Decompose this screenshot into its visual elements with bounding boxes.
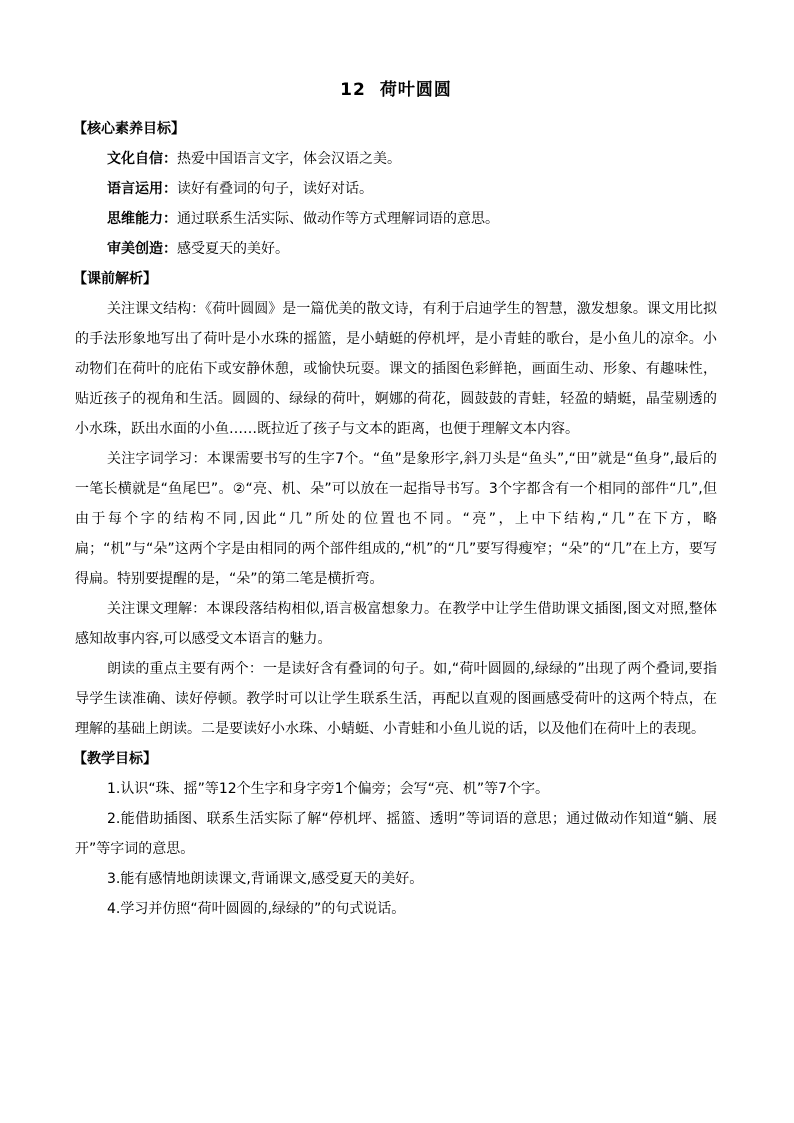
analysis-paragraph: 朗读的重点主要有两个：一是读好含有叠词的句子。如,“荷叶圆圆的,绿绿的”出现了两个叠词,要指导学生读准确、读好停顿。教学时可以让学生联系生活，再配以直观的图画感受荷叶的这两个特点，在理解的基础上朗读。二是要读好小水珠、小蜻蜓、小青蛙和小鱼儿说的话，以及他们在荷叶上的表现。	[75, 661, 717, 737]
lesson-title: 荷叶圆圆	[379, 80, 452, 100]
core-goal-item: 思维能力：通过联系生活实际、做动作等方式理解词语的意思。	[107, 211, 499, 227]
teaching-goal-item: 4.学习并仿照“荷叶圆圆的,绿绿的”的句式说话。	[107, 901, 406, 917]
analysis-paragraph: 关注课文理解：本课段落结构相似,语言极富想象力。在教学中让学生借助课文插图,图文对照,整体感知故事内容,可以感受文本语言的魅力。	[75, 601, 717, 647]
page-title	[75, 78, 717, 102]
teaching-goal-item: 3.能有感情地朗读课文,背诵课文,感受夏天的美好。	[107, 871, 424, 887]
core-goals-heading: 【核心素养目标】	[73, 121, 185, 137]
teaching-goal-item: 1.认识“珠、摇”等12个生字和身字旁1个偏旁；会写“亮、机”等7个字。	[107, 781, 549, 797]
teaching-goal-item: 2.能借助插图、联系生活实际了解“停机坪、摇篮、透明”等词语的意思；通过做动作知道“躺、展开”等字词的意思。	[75, 811, 717, 857]
lesson-number: 12	[340, 80, 366, 100]
core-goal-item: 语言运用：读好有叠词的句子，读好对话。	[107, 181, 373, 197]
teaching-goals-heading: 【教学目标】	[73, 751, 157, 767]
analysis-heading: 【课前解析】	[73, 271, 157, 287]
analysis-paragraph: 关注课文结构：《荷叶圆圆》是一篇优美的散文诗，有利于启迪学生的智慧，激发想象。课文用比拟的手法形象地写出了荷叶是小水珠的摇篮，是小蜻蜓的停机坪，是小青蛙的歌台，是小鱼儿的凉伞。小动物们在荷叶的庇佑下或安静休憩，或愉快玩耍。课文的插图色彩鲜艳，画面生动、形象、有趣味性，贴近孩子的视角和生活。圆圆的、绿绿的荷叶，婀娜的荷花，圆鼓鼓的青蛙，轻盈的蜻蜓，晶莹剔透的小水珠，跃出水面的小鱼……既拉近了孩子与文本的距离，也便于理解文本内容。	[75, 301, 717, 437]
document-page	[75, 78, 717, 924]
core-goal-item: 审美创造：感受夏天的美好。	[107, 241, 289, 257]
analysis-paragraph: 关注字词学习：本课需要书写的生字7个。“鱼”是象形字,斜刀头是“鱼头”,“田”就是“鱼身”,最后的一笔长横就是“鱼尾巴”。②“亮、机、朵”可以放在一起指导书写。3个字都含有一个相同的部件“几”,但由于每个字的结构不同,因此“几”所处的位置也不同。“亮”，上中下结构,“几”在下方，略扁；“机”与“朵”这两个字是由相同的两个部件组成的,“机”的“几”要写得瘦窄；“朵”的“几”在上方，要写得扁。特别要提醒的是，“朵”的第二笔是横折弯。	[75, 451, 717, 587]
core-goal-item: 文化自信：热爱中国语言文字，体会汉语之美。	[107, 151, 401, 167]
